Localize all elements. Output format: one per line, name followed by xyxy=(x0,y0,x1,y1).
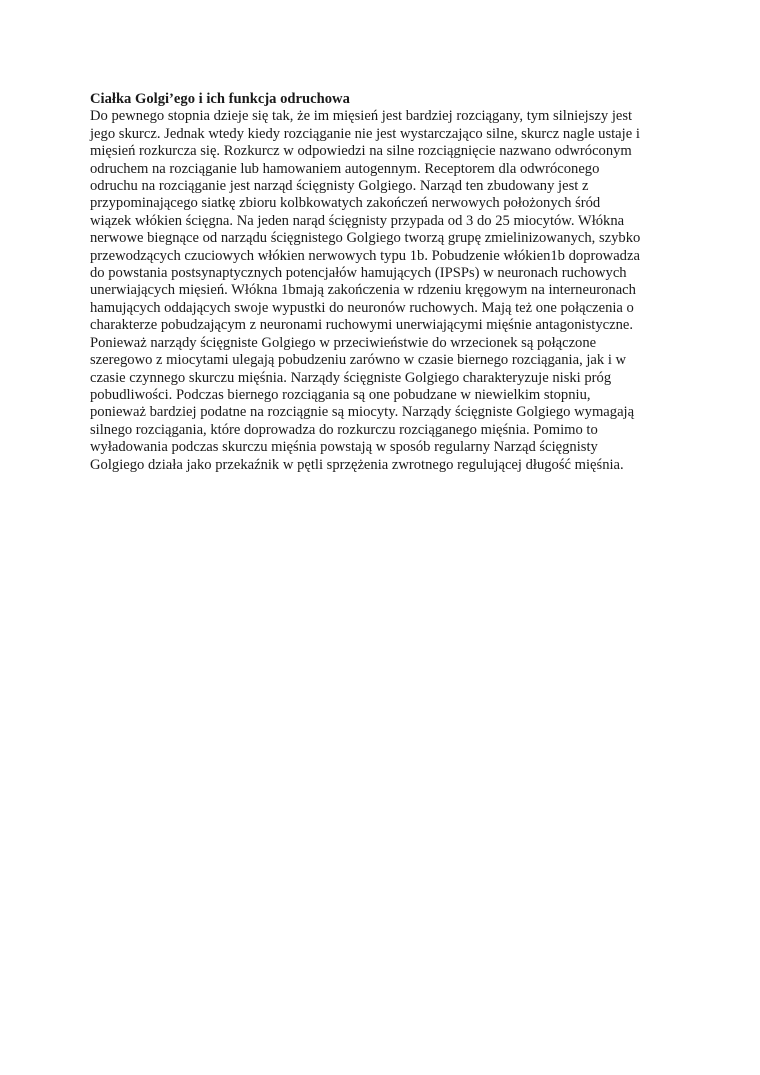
body-line: pobudliwości. Podczas biernego rozciągania są one pobudzane w niewielkim stopniu, xyxy=(90,386,591,403)
body-line: Golgiego działa jako przekaźnik w pętli sprzężenia zwrotnego regulującej długość mięśnia. xyxy=(90,456,624,473)
body-line: do powstania postsynaptycznych potencjałów hamujących (IPSPs) w neuronach ruchowych xyxy=(90,265,627,282)
body-line: Do pewnego stopnia dzieje się tak, że im mięsień jest bardziej rozciągany, tym silniejszy jest xyxy=(90,108,633,125)
body-line: szeregowo z miocytami ulegają pobudzeniu zarówno w czasie biernego rozciągania, jak i w xyxy=(90,352,627,369)
body-line: przypominającego siatkę zbioru kolbkowatych zakończeń nerwowych położonych śród xyxy=(90,195,601,212)
body-line: odruchu na rozciąganie jest narząd ścięgnisty Golgiego. Narząd ten zbudowany jest z xyxy=(90,178,589,195)
body-line: hamujących oddających swoje wypustki do neuronów ruchowych. Mają też one połączenia o xyxy=(90,299,634,316)
body-line: Ponieważ narządy ścięgniste Golgiego w przeciwieństwie do wrzecionek są połączone xyxy=(90,334,597,351)
document-title: Ciałka Golgi’ego i ich funkcja odruchowa xyxy=(90,91,350,107)
body-line: przewodzących czuciowych włókien nerwowych typu 1b. Pobudzenie włókien1b doprowadza xyxy=(90,247,640,264)
body-line: odruchem na rozciąganie lub hamowaniem autogennym. Receptorem dla odwróconego xyxy=(90,160,600,177)
body-line: jego skurcz. Jednak wtedy kiedy rozciąganie nie jest wystarczająco silne, skurcz nagle ustaje i xyxy=(90,125,640,142)
body-line: mięsień rozkurcza się. Rozkurcz w odpowiedzi na silne rozciągnięcie nazwano odwróconym xyxy=(90,143,632,160)
document-content xyxy=(90,91,680,474)
body-line: ponieważ bardziej podatne na rozciągnie są miocyty. Narządy ścięgniste Golgiego wymagają xyxy=(90,404,635,421)
body-line: nerwowe biegnące od narządu ścięgnistego Golgiego tworzą grupę zmielinizowanych, szybko xyxy=(90,230,641,247)
body-line: unerwiających mięsień. Włókna 1bmają zakończenia w rdzeniu kręgowym na interneuronach xyxy=(90,282,636,299)
body-line: charakterze pobudzającym z neuronami ruchowymi unerwiającymi mięśnie antagonistyczne. xyxy=(90,317,633,334)
body-line: czasie czynnego skurczu mięśnia. Narządy ścięgniste Golgiego charakteryzuje niski próg xyxy=(90,369,612,386)
body-line: wyładowania podczas skurczu mięśnia powstają w sposób regularny Narząd ścięgnisty xyxy=(90,439,598,456)
document-body xyxy=(90,108,680,474)
body-line: silnego rozciągania, które doprowadza do rozkurczu rozciąganego mięśnia. Pomimo to xyxy=(90,421,598,438)
body-line: wiązek włókien ścięgna. Na jeden narąd ścięgnisty przypada od 3 do 25 miocytów. Włókna xyxy=(90,212,625,229)
